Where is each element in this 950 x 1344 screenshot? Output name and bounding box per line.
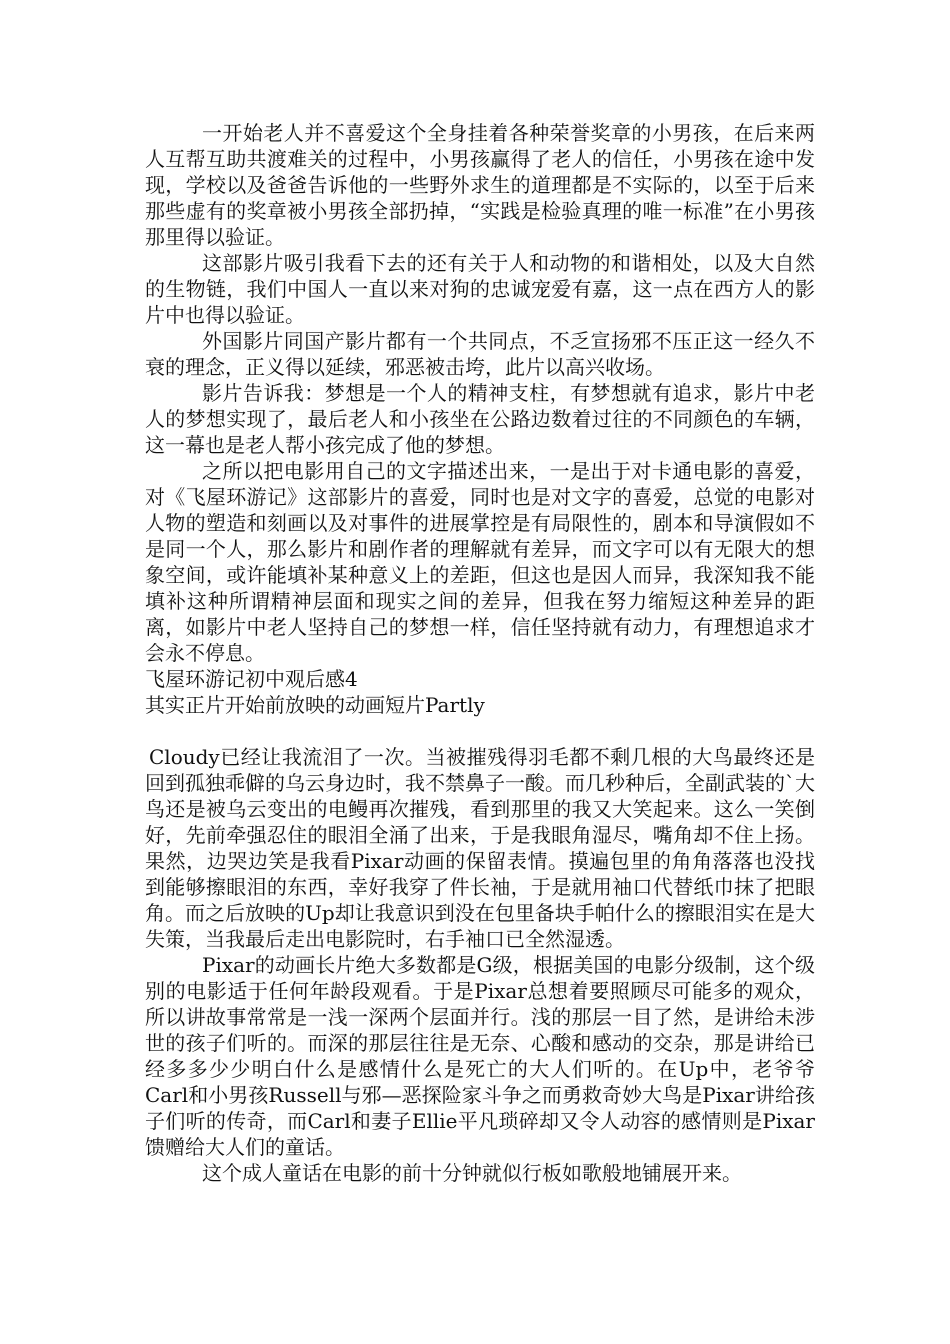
paragraph-5: 之所以把电影用自己的文字描述出来，一是出于对卡通电影的喜爱，对《飞屋环游记》这部影片的喜爱，同时也是对文字的喜爱，总觉的电影对人物的塑造和刻画以及对事件的进展掌控是有局限性的，剧本和导演假如不是同一个人，那么影片和剧作者的理解就有差异，而文字可以有无限大的想象空间，或许能填补某种意义上的差距，但这也是因人而异，我深知我不能填补这种所谓精神层面和现实之间的差异，但我在努力缩短这种差异的距离，如影片中老人坚持自己的梦想一样，信任坚持就有动力，有理想追求才会永不停息。 bbox=[145, 459, 815, 665]
paragraph-7: Cloudy已经让我流泪了一次。当被摧残得羽毛都不剩几根的大鸟最终还是回到孤独乖僻的乌云身边时，我不禁鼻子一酸。而几秒种后，全副武装的`大鸟还是被乌云变出的电鳗再次摧残，看到那里的我又大笑起来。这么一笑倒好，先前牵强忍住的眼泪全涌了出来，于是我眼角湿尽，嘴角却不住上扬。果然，边哭边笑是我看Pixar动画的保留表情。摸遍包里的角角落落也没找到能够擦眼泪的东西，幸好我穿了件长袖，于是就用袖口代替纸巾抹了把眼角。而之后放映的Up却让我意识到没在包里备块手帕什么的擦眼泪实在是大失策，当我最后走出电影院时，右手袖口已全然湿透。 bbox=[145, 745, 815, 951]
section-heading: 飞屋环游记初中观后感4 bbox=[145, 667, 358, 691]
paragraph-9: 这个成人童话在电影的前十分钟就似行板如歌般地铺展开来。 bbox=[202, 1161, 742, 1185]
document-body bbox=[145, 120, 815, 1186]
paragraph-4: 影片告诉我：梦想是一个人的精神支柱，有梦想就有追求，影片中老人的梦想实现了，最后老人和小孩坐在公路边数着过往的不同颜色的车辆，这一幕也是老人帮小孩完成了他的梦想。 bbox=[145, 381, 815, 457]
blank-line bbox=[145, 718, 815, 744]
paragraph-6: 其实正片开始前放映的动画短片Partly bbox=[145, 693, 485, 717]
paragraph-3: 外国影片同国产影片都有一个共同点，不乏宣扬邪不压正这一经久不衰的理念，正义得以延续，邪恶被击垮，此片以高兴收场。 bbox=[145, 329, 815, 379]
paragraph-1: 一开始老人并不喜爱这个全身挂着各种荣誉奖章的小男孩，在后来两人互帮互助共渡难关的过程中，小男孩赢得了老人的信任，小男孩在途中发现，学校以及爸爸告诉他的一些野外求生的道理都是不实际的，以至于后来那些虚有的奖章被小男孩全部扔掉，“实践是检验真理的唯一标准”在小男孩那里得以验证。 bbox=[145, 121, 815, 249]
paragraph-8: Pixar的动画长片绝大多数都是G级，根据美国的电影分级制，这个级别的电影适于任何年龄段观看。于是Pixar总想着要照顾尽可能多的观众，所以讲故事常常是一浅一深两个层面并行。浅的那层一目了然，是讲给未涉世的孩子们听的。而深的那层往往是无奈、心酸和感动的交杂，那是讲给已经多多少少明白什么是感情什么是死亡的大人们听的。在Up中，老爷爷Carl和小男孩Russell与邪—恶探险家斗争之而勇救奇妙大鸟是Pixar讲给孩子们听的传奇，而Carl和妻子Ellie平凡琐碎却又令人动容的感情则是Pixar馈赠给大人们的童话。 bbox=[145, 953, 815, 1159]
paragraph-2: 这部影片吸引我看下去的还有关于人和动物的和谐相处，以及大自然的生物链，我们中国人一直以来对狗的忠诚宠爱有嘉，这一点在西方人的影片中也得以验证。 bbox=[145, 251, 815, 327]
